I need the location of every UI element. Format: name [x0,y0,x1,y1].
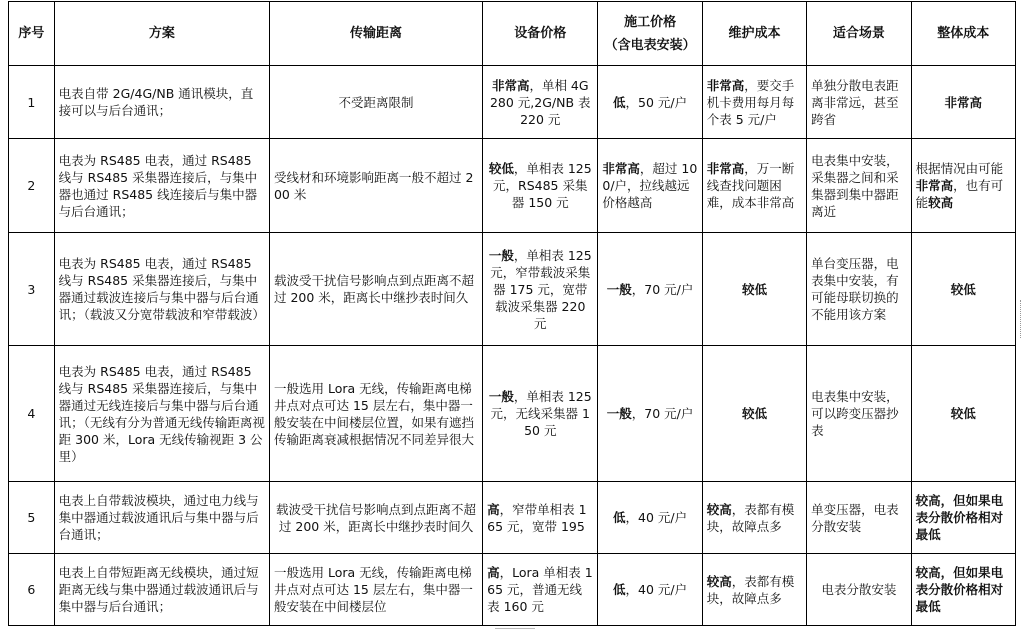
cell-total: 较低 [911,233,1015,346]
cell-distance: 一般选用 Lora 无线，传输距离电梯井点对点可达 15 层左右，集中器一般安装在中间楼层位置，如果有遮挡传输距离衰减根据情况不同差异很大 [269,346,482,482]
device-price-detail: ，窄带单相表 165 元，宽带 195 [487,501,587,534]
construction-price-level: 低 [613,510,626,525]
cell-scenario: 电表分散安装 [807,554,911,626]
maintenance-detail: ，表都有模块，故障点多 [706,573,795,606]
maintenance-level: 非常高 [706,161,745,176]
cell-construction-price [598,139,702,233]
construction-price-detail: ，70 元/户 [631,281,694,297]
maintenance-level: 较高 [706,501,732,517]
cell-maintenance [702,482,806,554]
device-price-detail: ，单相表 125 元，窄带载波采集器 175 元，宽带载波采集器 220 元 [490,247,592,331]
header-device-price: 设备价格 [483,2,598,66]
cell-plan: 电表为 RS485 电表，通过 RS485 线与 RS485 采集器连接后，与集中器通过载波连接后与集中器与后台通讯；（载波又分宽带载波和窄带载波） [54,233,269,346]
cell-distance: 受线材和环境影响距离一般不超过 200 米 [269,139,482,233]
cell-construction-price [598,482,702,554]
cell-maintenance [702,554,806,626]
cell-total: 较低 [911,346,1015,482]
maintenance-detail: ，万一断线查找问题困难，成本非常高 [706,161,795,210]
cell-plan: 电表为 RS485 电表，通过 RS485 线与 RS485 采集器连接后，与集中器也通过 RS485 线连接后与集中器与后台通讯； [54,139,269,233]
table-row [9,346,1016,482]
cell-maintenance [702,139,806,233]
header-row [9,2,1016,66]
cell-no: 3 [9,233,55,346]
device-price-detail: ，单相 4G 280 元,2G/NB 表 220 元 [489,77,591,127]
device-price-level: 较低 [488,161,514,176]
header-maintenance: 维护成本 [702,2,806,66]
construction-price-detail: ，40 元/户 [625,582,688,597]
construction-price-detail: ，超过 100/户，拉线越远价格越高 [602,161,698,210]
cell-no: 2 [9,139,55,233]
header-construction-price [598,2,702,66]
cell-no: 5 [9,482,55,554]
total-level-1: 非常高 [915,178,954,193]
cell-device-price [483,139,598,233]
device-price-level: 高 [487,501,500,517]
cell-distance: 不受距离限制 [269,66,482,139]
table-row [9,233,1016,346]
device-price-detail: ，Lora 单相表 165 元，普通无线表 160 元 [487,565,593,614]
cell-scenario: 单台变压器，电表集中安装，有可能母联切换的不能用该方案 [807,233,911,346]
cell-device-price [483,554,598,626]
header-distance: 传输距离 [269,2,482,66]
construction-price-detail: ，40 元/户 [625,510,688,525]
cell-scenario: 电表集中安装，可以跨变压器抄表 [807,346,911,482]
cell-total: 较高，但如果电表分散价格相对最低 [911,554,1015,626]
cell-no: 6 [9,554,55,626]
construction-price-level: 一般 [606,281,632,297]
header-construction-price-line1: 施工价格 [624,14,677,30]
device-price-detail: ，单相表 125 元，RS485 采集器 150 元 [493,161,592,210]
total-text-1: 根据情况由可能 [915,161,1004,176]
maintenance-level: 非常高 [706,77,745,93]
device-price-level: 高 [487,565,500,580]
cell-device-price [483,233,598,346]
cell-maintenance [702,66,806,139]
cell-scenario: 电表集中安装，采集器之间和采集器到集中器距离近 [807,139,911,233]
device-price-level: 非常高 [491,77,530,93]
cell-total [911,139,1015,233]
cell-total: 非常高 [911,66,1015,139]
cell-no: 4 [9,346,55,482]
header-scenario: 适合场景 [807,2,911,66]
cell-plan: 电表为 RS485 电表，通过 RS485 线与 RS485 采集器连接后，与集中器通过无线连接后与集中器与后台通讯；（无线有分为普通无线传输距离视距 300 米，Lora 无线传输视距 3 公里） [54,346,269,482]
construction-price-detail: ，50 元/户 [625,94,688,110]
device-price-level: 一般 [488,389,514,404]
page-edge-marker [1020,300,1027,338]
cell-distance: 一般选用 Lora 无线，传输距离电梯井点对点可达 15 层左右，集中器一般安装在中间楼层位 [269,554,482,626]
device-price-detail: ，单相表 125 元，无线采集器 150 元 [490,389,592,438]
cell-total: 较高，但如果电表分散价格相对最低 [911,482,1015,554]
cell-construction-price [598,554,702,626]
cell-plan: 电表上自带载波模块，通过电力线与集中器通过载波通讯后与集中器与后台通讯； [54,482,269,554]
cell-construction-price [598,233,702,346]
cell-maintenance: 较低 [702,346,806,482]
table-row [9,482,1016,554]
cell-scenario: 单独分散电表距离非常远，甚至跨省 [807,66,911,139]
page-bottom-marker [495,628,535,635]
cell-plan: 电表上自带短距离无线模块，通过短距离无线与集中器通过载波通讯后与集中器与后台通讯； [54,554,269,626]
table-row [9,139,1016,233]
construction-price-level: 低 [613,582,626,597]
header-construction-price-line2: （含电表安装） [604,37,696,53]
maintenance-detail: ，要交手机卡费用每月每个表 5 元/户 [706,77,795,127]
construction-price-level: 非常高 [602,161,640,176]
header-total: 整体成本 [911,2,1015,66]
maintenance-detail: ，表都有模块，故障点多 [706,501,795,534]
cell-scenario: 单变压器，电表分散安装 [807,482,911,554]
cell-device-price [483,346,598,482]
table-row [9,554,1016,626]
cell-distance: 载波受干扰信号影响点到点距离不超过 200 米，距离长中继抄表时间久 [269,482,482,554]
total-text-2: ，也有可能 [915,178,1004,210]
cell-maintenance: 较低 [702,233,806,346]
cell-distance: 载波受干扰信号影响点到点距离不超过 200 米，距离长中继抄表时间久 [269,233,482,346]
header-plan: 方案 [54,2,269,66]
device-price-level: 一般 [488,247,514,263]
cell-construction-price [598,346,702,482]
cell-plan: 电表自带 2G/4G/NB 通讯模块，直接可以与后台通讯； [54,66,269,139]
header-no: 序号 [9,2,55,66]
construction-price-detail: ，70 元/户 [631,406,694,421]
table-row [9,66,1016,139]
total-level-2: 较高 [928,195,954,210]
construction-price-level: 一般 [606,406,632,421]
cell-construction-price [598,66,702,139]
cell-device-price [483,66,598,139]
comparison-table [8,1,1016,626]
cell-no: 1 [9,66,55,139]
maintenance-level: 较高 [706,573,732,589]
construction-price-level: 低 [613,94,626,110]
cell-device-price [483,482,598,554]
